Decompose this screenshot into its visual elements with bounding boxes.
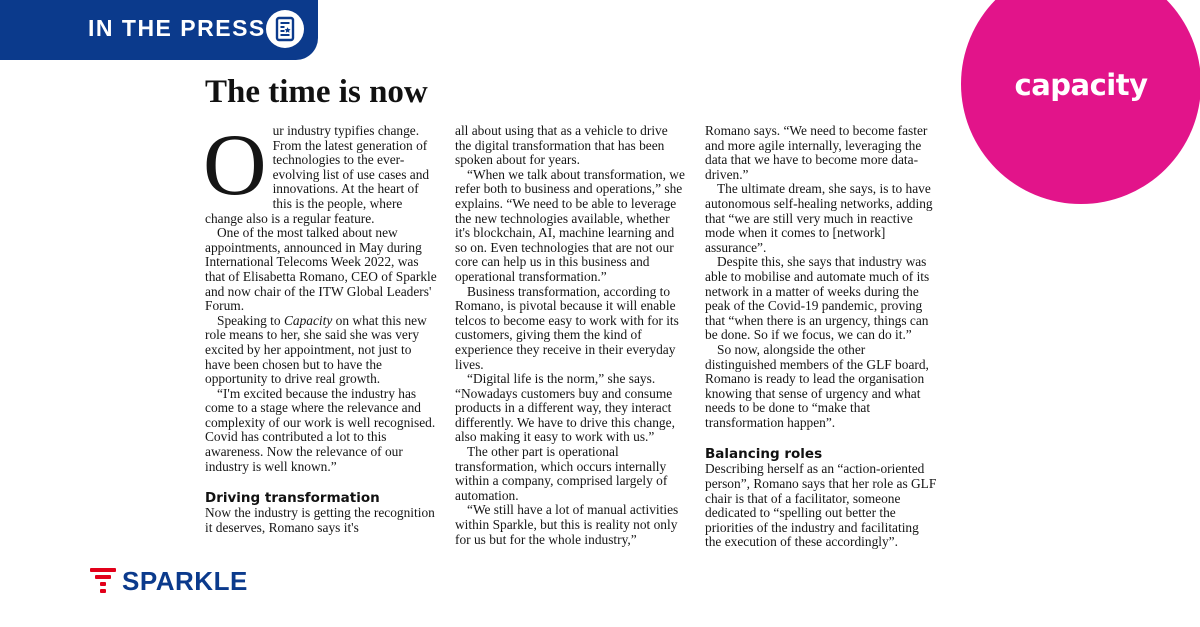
paragraph: So now, alongside the other distinguished members of the GLF board, Romano is ready to lead the organisation knowing that sense of urgency and what needs to be done to “make that transformation happen”. — [705, 341, 929, 430]
sparkle-wordmark: SPARKLE — [122, 566, 248, 596]
paragraph: The other part is operational transformation, which occurs internally within a company, comprised largely of automation. — [455, 444, 668, 503]
paragraph: The ultimate dream, she says, is to have autonomous self-healing networks, adding that “we are still very much in reactive mode when it comes to [network] assurance”. — [705, 181, 933, 255]
paragraph: Romano says. “We need to become faster and more agile internally, leveraging the data that we have to become more data-driven.” — [705, 123, 928, 182]
paragraph: Business transformation, according to Romano, is pivotal because it will enable telcos to become easy to work with for its customers, giving them the kind of experience they receive in their everyday lives. — [455, 283, 679, 372]
sparkle-logo — [88, 566, 268, 596]
paragraph: ur industry typifies change. From the latest generation of technologies to the ever-evolving list of use cases and innovations. At the heart of this is the people, where change also is a regular feature. — [205, 123, 430, 226]
paragraph: One of the most talked about new appointments, announced in May during International Telecoms Week 2022, was that of Elisabetta Romano, CEO of Sparkle and now chair of the ITW Global Leaders' Forum. — [205, 225, 437, 314]
article-column-2 — [455, 124, 687, 547]
paragraph: “We still have a lot of manual activities within Sparkle, but this is reality not only for us but for the whole industry,” — [455, 502, 679, 547]
paragraph: all about using that as a vehicle to drive the digital transformation that has been spoken about for years. — [455, 123, 668, 168]
article-column-3 — [705, 124, 937, 550]
sparkle-mark-icon — [88, 567, 118, 595]
paragraph: Now the industry is getting the recognition it deserves, Romano says it's — [205, 505, 435, 535]
news-article-icon — [266, 10, 304, 48]
article-title: The time is now — [205, 74, 428, 110]
paragraph: Despite this, she says that industry was able to mobilise and automate much of its network in a matter of weeks during the peak of the Covid-19 pandemic, proving that “when there is an urgency, things can be done. So if we focus, we can do it.” — [705, 254, 930, 343]
capacity-logo-circle — [961, 0, 1200, 204]
paragraph: Describing herself as an “action-oriented person”, Romano says that her role as GLF chair is that of a facilitator, someone dedicated to “spelling out better the priorities of the industry and facilitating the execution of these accordingly”. — [705, 461, 937, 550]
article-column-1 — [203, 117, 437, 535]
banner-label: IN THE PRESS — [88, 15, 266, 41]
paragraph: “When we talk about transformation, we refer both to business and operations,” she explains. “We need to be able to leverage the new technologies available, whether it's blockchain, AI, machine learning and so on. Even technologies that are not our core can help us in this business and operational transformation.” — [455, 166, 685, 284]
subheading-balancing-roles: Balancing roles — [705, 446, 823, 463]
in-the-press-banner — [0, 0, 318, 60]
paragraph: “I'm excited because the industry has come to a stage where the relevance and complexity of our work is well recognised. Covid has contributed a lot to this awareness. Now the relevance of our industry is well known.” — [205, 385, 436, 474]
capacity-logo: capacity — [1014, 68, 1148, 102]
paragraph: Speaking to Capacity on what this new role means to her, she said she was very excited by her appointment, not just to have been chosen but to have the opportunity to drive real growth. — [205, 312, 427, 387]
drop-cap: O — [203, 117, 267, 214]
publication-name: Capacity — [283, 312, 333, 328]
subheading-driving-transformation: Driving transformation — [205, 490, 380, 507]
paragraph: “Digital life is the norm,” she says. “Nowadays customers buy and consume products in a different way, they interact differently. We have to drive this change, also making it easy to work with us.” — [455, 371, 675, 445]
